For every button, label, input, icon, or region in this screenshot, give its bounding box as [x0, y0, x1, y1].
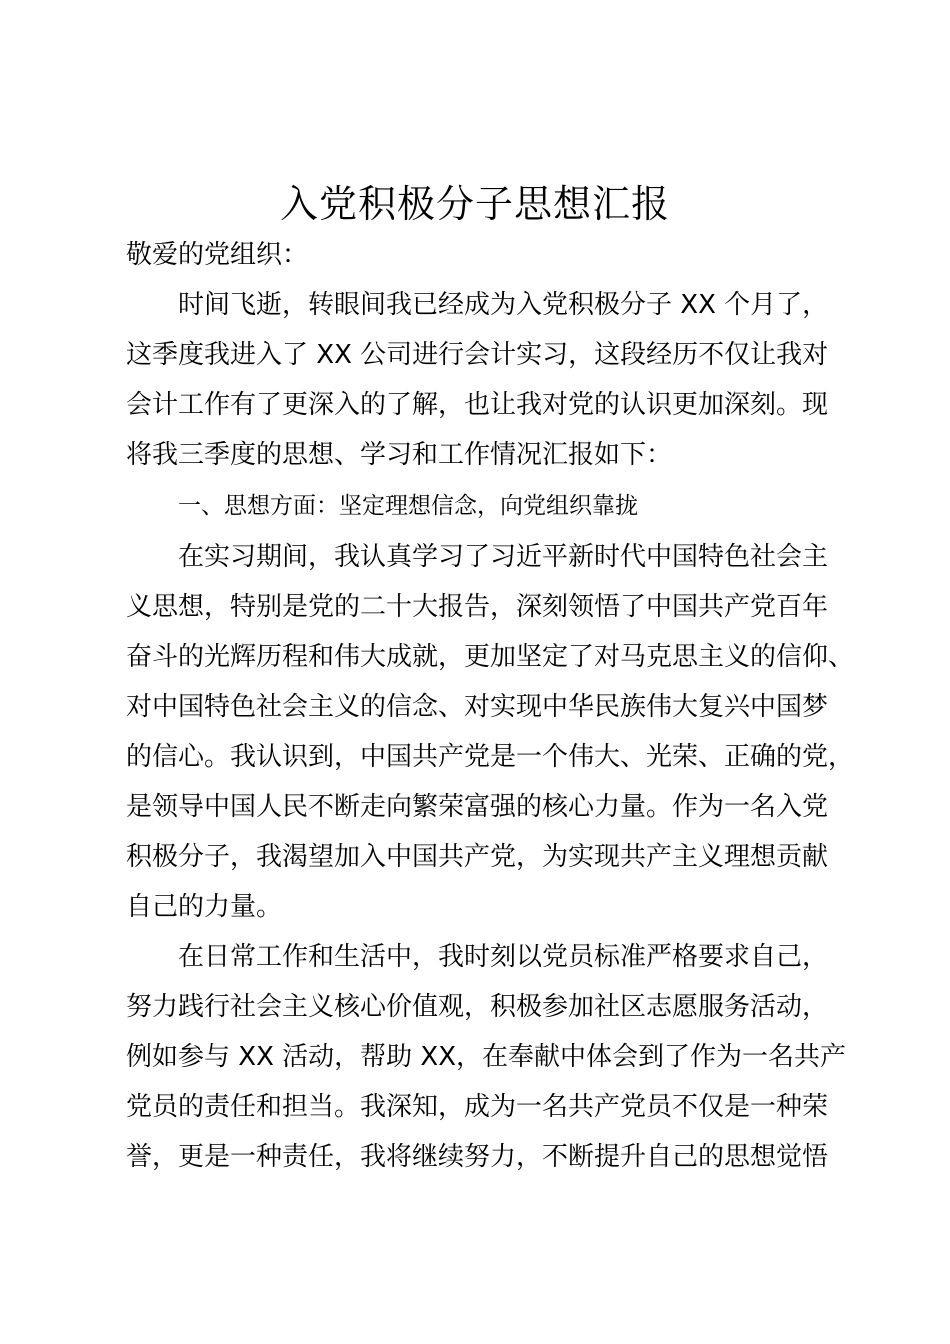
paragraph-line: 誉，更是一种责任，我将继续努力，不断提升自己的思想觉悟 — [126, 1142, 829, 1172]
paragraph-line: 是领导中国人民不断走向繁荣富强的核心力量。作为一名入党 — [126, 792, 829, 822]
paragraph-line: 时间飞逝，转眼间我已经成为入党积极分子 XX 个月了， — [178, 290, 829, 320]
paragraph-line: 例如参与 XX 活动，帮助 XX，在奉献中体会到了作为一名共产 — [126, 1042, 847, 1072]
paragraph-line: 党员的责任和担当。我深知，成为一名共产党员不仅是一种荣 — [126, 1092, 829, 1122]
paragraph-line: 奋斗的光辉历程和伟大成就，更加坚定了对马克思主义的信仰、 — [126, 642, 855, 672]
paragraph-line: 在日常工作和生活中，我时刻以党员标准严格要求自己， — [178, 942, 829, 972]
paragraph-line: 对中国特色社会主义的信念、对实现中华民族伟大复兴中国梦 — [126, 692, 829, 722]
paragraph-line: 将我三季度的思想、学习和工作情况汇报如下： — [126, 440, 673, 470]
document-title: 入党积极分子思想汇报 — [279, 182, 670, 226]
section-heading: 一、思想方面：坚定理想信念，向党组织靠拢 — [178, 493, 638, 519]
paragraph-line: 自己的力量。 — [126, 892, 283, 922]
paragraph-daily — [126, 932, 847, 1182]
paragraph-intro — [126, 280, 842, 480]
salutation: 敬爱的党组织： — [126, 240, 309, 270]
paragraph-line: 这季度我进入了 XX 公司进行会计实习，这段经历不仅让我对 — [126, 340, 829, 370]
paragraph-line: 的信心。我认识到，中国共产党是一个伟大、光荣、正确的党， — [126, 742, 855, 772]
paragraph-thought — [126, 532, 855, 932]
paragraph-line: 义思想，特别是党的二十大报告，深刻领悟了中国共产党百年 — [126, 592, 829, 622]
paragraph-line: 在实习期间，我认真学习了习近平新时代中国特色社会主 — [178, 542, 829, 572]
paragraph-line: 积极分子，我渴望加入中国共产党，为实现共产主义理想贡献 — [126, 842, 829, 872]
document-body — [126, 230, 855, 1182]
paragraph-line: 努力践行社会主义核心价值观，积极参加社区志愿服务活动， — [126, 992, 829, 1022]
paragraph-line: 会计工作有了更深入的了解，也让我对党的认识更加深刻。现 — [126, 390, 829, 420]
